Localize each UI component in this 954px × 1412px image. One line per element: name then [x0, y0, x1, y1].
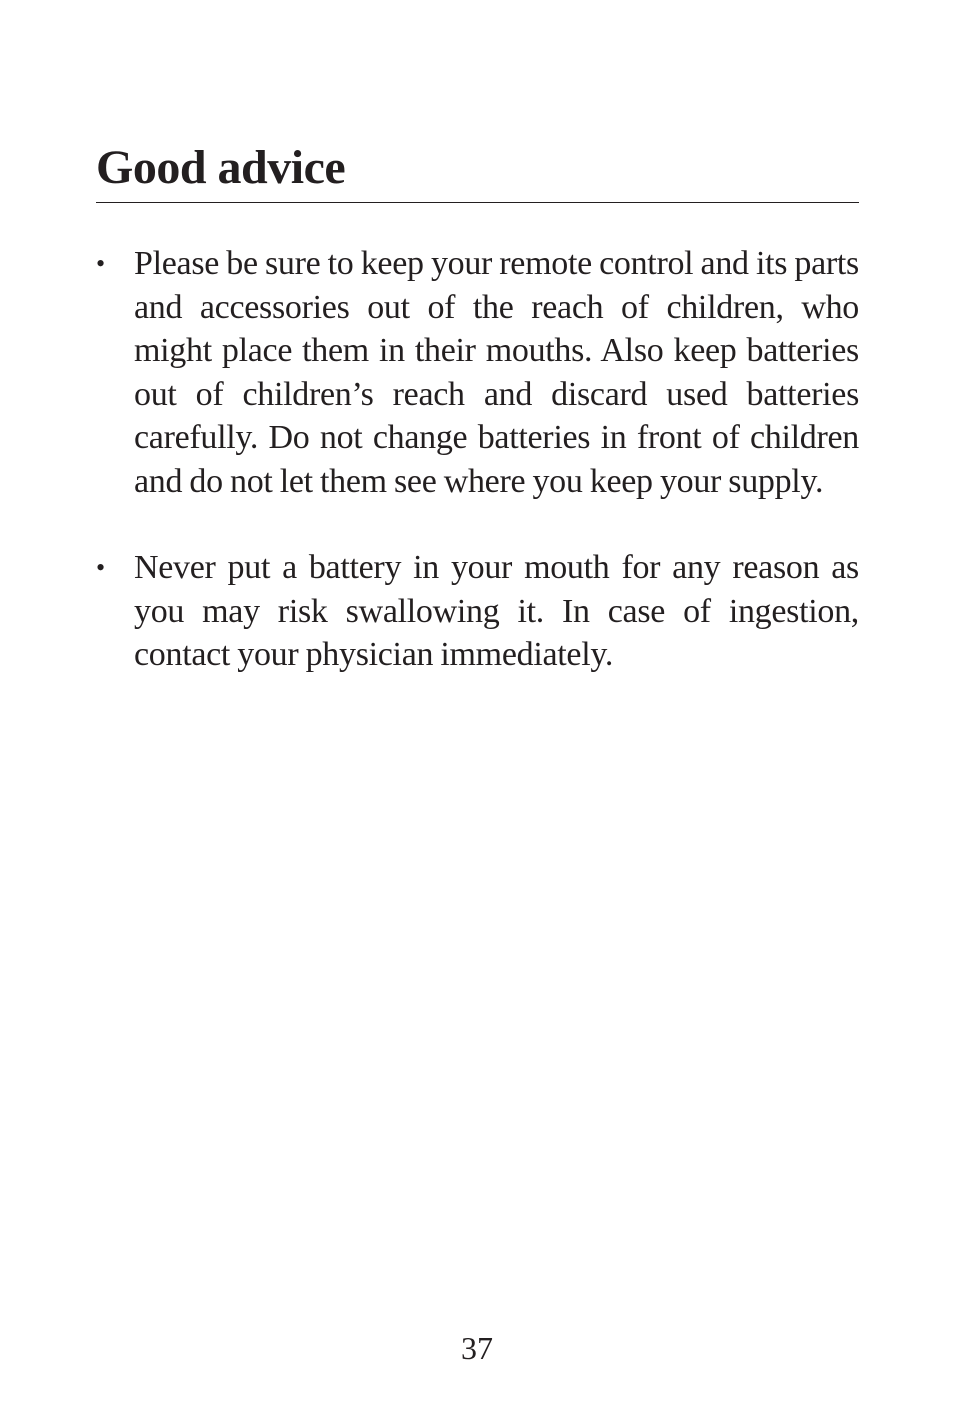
list-item-text: Never put a battery in your mouth for any reason as you may risk swallowing it. In case of ingestion, contact your physician immediately. [134, 549, 859, 673]
page-title: Good advice [96, 141, 346, 194]
bullet-icon: • [96, 553, 106, 582]
list-item [96, 242, 859, 503]
bullet-icon: • [96, 249, 106, 278]
title-divider [96, 202, 859, 203]
page-number: 37 [461, 1330, 493, 1366]
list-item [96, 546, 859, 677]
advice-list [96, 242, 859, 720]
list-item-text: Please be sure to keep your remote control and its parts and accessories out of the reach of children, who might place them in their mouths. Also keep batteries out of children’s reach and discard used batteries carefully. Do not change batteries in front of children and do not let them see where you keep your supply. [134, 245, 859, 500]
